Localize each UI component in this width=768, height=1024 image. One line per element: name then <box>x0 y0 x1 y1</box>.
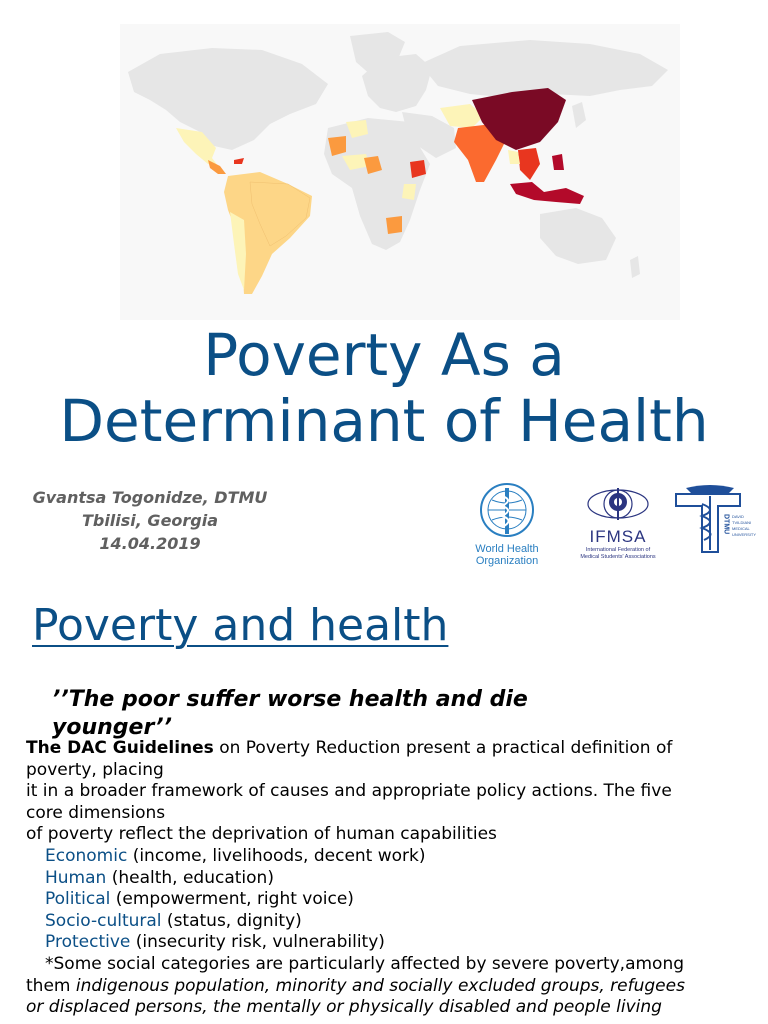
dimension-detail: (empowerment, right voice) <box>110 889 354 910</box>
ifmsa-logo <box>572 480 664 570</box>
ifmsa-logo-sub1: International Federation of <box>585 547 651 553</box>
body-line-4: core dimensions <box>26 802 166 823</box>
dimension-item <box>26 846 756 868</box>
map-southern-africa <box>386 216 402 234</box>
dimension-item <box>26 911 756 933</box>
note-line-2-start: them <box>26 975 76 996</box>
dtmu-logo-line4: UNIVERSITY <box>732 532 757 537</box>
dac-guidelines-label: The DAC Guidelines <box>26 738 214 758</box>
dimension-name: Protective <box>45 932 131 953</box>
body-line-1 <box>26 738 756 760</box>
note-line-1: *Some social categories are particularly affected by severe poverty,among <box>45 953 685 974</box>
dimension-name: Human <box>45 867 107 888</box>
author-name: Gvantsa Togonidze, DTMU <box>32 488 268 507</box>
ifmsa-logo-sub2: Medical Students' Associations <box>580 554 656 560</box>
body-line-3: it in a broader framework of causes and appropriate policy actions. The five <box>26 781 672 802</box>
who-logo-line1: World Health <box>475 543 539 555</box>
dimension-item <box>26 889 756 911</box>
dimension-item <box>26 868 756 890</box>
map-east-africa <box>402 184 416 200</box>
quote <box>52 686 612 742</box>
slide-title <box>0 322 768 454</box>
note-line-3: or displaced persons, the mentally or physically disabled and people living <box>26 997 662 1018</box>
dtmu-logo <box>672 480 758 570</box>
slide-title-line1: Poverty As a <box>203 321 565 389</box>
map-philippines <box>552 154 564 170</box>
dtmu-logo-line2: TVILDIANI <box>732 520 752 525</box>
dtmu-logo-letters: DTMU <box>722 514 730 535</box>
author-block <box>0 486 300 555</box>
quote-line2: younger’’ <box>52 715 172 740</box>
dimension-detail: (status, dignity) <box>161 910 302 931</box>
dimension-name: Economic <box>45 845 128 866</box>
body-text <box>26 738 756 1019</box>
dtmu-logo-line1: DAVID <box>732 514 744 519</box>
dimension-name: Socio-cultural <box>45 910 162 931</box>
who-logo-line2: Organization <box>475 555 539 567</box>
dimension-detail: (income, livelihoods, decent work) <box>127 845 426 866</box>
body-line-5: of poverty reflect the deprivation of human capabilities <box>26 824 497 845</box>
world-poverty-map <box>120 24 680 320</box>
slide-title-line2: Determinant of Health <box>59 387 709 455</box>
dimension-detail: (health, education) <box>106 867 274 888</box>
section-title: Poverty and health <box>32 600 449 651</box>
note-line-2-italic: indigenous population, minority and socially excluded groups, refugees <box>75 975 685 996</box>
quote-line1: ’’The poor suffer worse health and die <box>52 687 528 712</box>
dimension-item <box>26 932 756 954</box>
ifmsa-logo-name: IFMSA <box>589 527 647 546</box>
author-location: Tbilisi, Georgia <box>81 511 219 530</box>
dtmu-logo-line3: MEDICAL <box>732 526 750 531</box>
dimension-name: Political <box>45 889 111 910</box>
intro-rest: on Poverty Reduction present a practical definition of <box>213 738 673 758</box>
body-line-2: poverty, placing <box>26 759 164 780</box>
author-date: 14.04.2019 <box>99 534 201 553</box>
who-logo <box>470 480 546 570</box>
dimension-detail: (insecurity risk, vulnerability) <box>130 932 385 953</box>
note-line-2 <box>26 976 756 998</box>
